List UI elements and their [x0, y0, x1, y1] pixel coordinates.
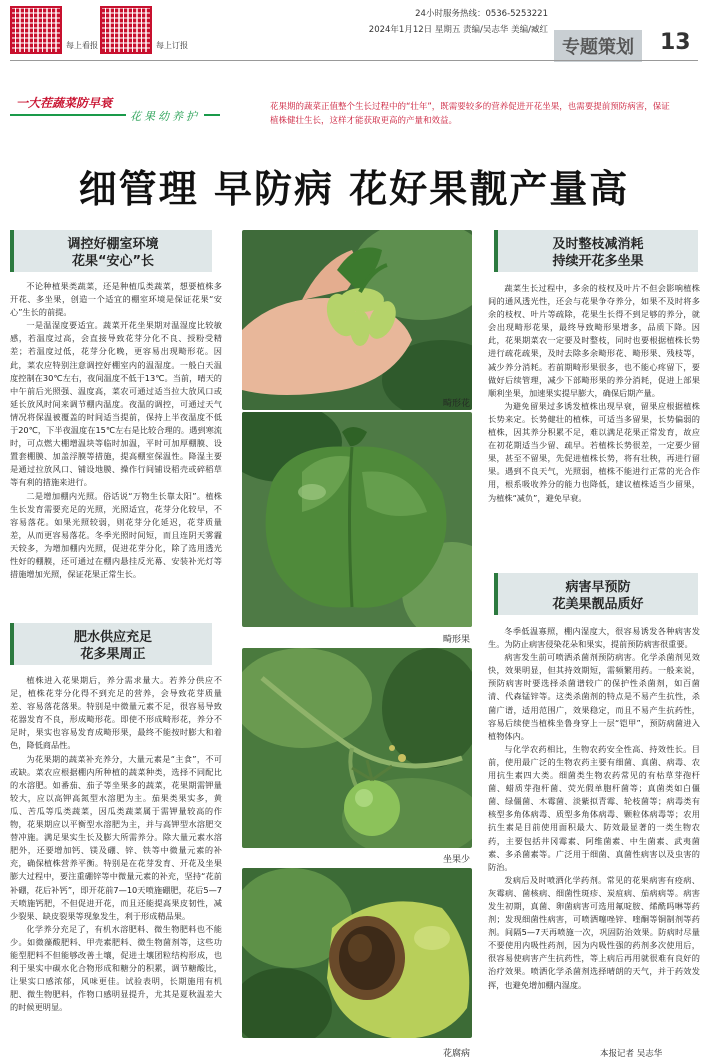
caption-deformed-flower: 畸形花 [442, 399, 470, 409]
subtitle-disease-line1: 病害早预防 [565, 580, 631, 595]
subtitle-pruning [494, 230, 698, 272]
series-subtitle: 花果幼养护 [126, 108, 204, 124]
qr-label-read: 每上看报 [66, 41, 98, 50]
paragraph: 与化学农药相比，生物农药安全性高、持效性长。目前，使用最广泛的生物农药主要有细菌、真菌、病毒、农用抗生素四大类。细菌类生物农药常见的有枯草芽孢杆菌、蜡质芽孢杆菌、荧光假单胞杆菌等；真菌类如白僵菌、绿僵菌、木霉菌、淡紫拟青霉、轮枝菌等；病毒类有核型多角体病毒、质型多角体病毒、颗粒体病毒等；农用抗生素是目前使用面积最大、防效最显著的一类生物农药，主要包括井冈霉素、阿维菌素、中生菌素、武夷菌素、多杀菌素等。广泛用于细菌、真菌性病害以及虫害的防治。 [488, 743, 700, 872]
paragraph: 冬季低温寡照，棚内湿度大，很容易诱发各种病害发生。为防止病害侵染花朵和果实，提前预防病害很重要。 [488, 626, 700, 650]
byline: 本报记者 吴志华 [600, 1049, 663, 1059]
series-banner [10, 86, 260, 130]
subtitle-fertilizer-line2: 花多果周正 [80, 647, 146, 662]
article-disease [488, 625, 700, 1045]
qr-code-read [10, 6, 62, 54]
caption-low-fruit-set: 坐果少 [442, 855, 470, 865]
paragraph: 为避免留果过多诱发植株出现早衰，留果应根据植株长势来定。长势健壮的植株，可适当多留果，长势偏弱的植株，因其养分积累不足，难以满足花果正常发育，故应在初花期适当少留、疏早。若植株长势很差，一定要少留果，甚至不留果，先促进植株长势，将有壮秧，再进行留果。遇到不良天气，光照弱，植株不能进行正常的光合作用，根系吸收养分的能力也降低，建议植株适当少留果，为植株“减负”，避免早衰。 [488, 400, 700, 503]
subtitle-environment-line1: 调控好棚室环境 [67, 237, 159, 252]
caption-blossom-rot: 花腐病 [442, 1049, 470, 1059]
photo-deformed-fruit [242, 412, 472, 627]
hotline: 24小时服务热线：0536-5253221 [415, 9, 548, 19]
paragraph: 植株进入花果期后，养分需求量大。若养分供应不足，植株花芽分化得不到充足的营养，会导致花芽质量差、容易落花落果。特别是中微量元素不足，很容易导致花器发育不良，形成畸形花。即使不形成畸形花，养分不足时，果实也容易发育成畸形果，最终不能按时膨大和着色，降低商品性。 [10, 675, 222, 751]
paragraph: 化学养分充足了，有机水溶肥料、微生物肥料也不能少。如微藻酸肥料、甲壳素肥料、微生物菌剂等，这些功能型肥料不但能够改善土壤，促进土壤团粒结构形成，也利于果实中碳水化合物形成和糖分的积累，调节糖酸比，让果实口感浓郁，风味更佳。试验表明，长期施用有机肥、微生物肥料，作物口感明显提升，尤其是夏秋温差大的时候更明显。 [10, 923, 222, 1013]
subtitle-disease-line2: 花美果靓品质好 [552, 597, 644, 612]
page-headline: 细管理 早防病 花好果靓产量高 [78, 167, 630, 211]
qr-label-subscribe: 每上订报 [156, 41, 188, 50]
qr-code-subscribe [100, 6, 152, 54]
article-environment [10, 280, 222, 615]
paragraph: 为花果期的蔬菜补充养分，大量元素是“主食”，不可或缺。菜农应根据棚内所种植的蔬菜种类，选择不同配比的水溶肥。如番茄、茄子等坐果多的蔬菜，花果期需钾量较大，应以高钾高氮型水溶肥为主。茄果类果实多，黄瓜、苦瓜等瓜类蔬菜，因瓜类蔬菜属于需钾量较高的作物，花果期应以平衡型水溶肥为主，并与高钾型水溶肥交替冲施。满足果实生长及膨大所需养分。除大量元素水溶肥外，还要增加钙、镁及硼、锌、铁等中微量元素的补充，确保植株营养平衡。特别是在花芽发育、开花及坐果膨大过程中，要注重硼锌等中微量元素的补充，坚持“花前补硼，花后补钙”，即开花前7—10天喷施硼肥，花后5—7天喷施钙肥，不但促进开花，而且还能提高果皮韧性，减少裂果、缺皮裂果等现象发生，利于形成精品果。 [10, 753, 222, 921]
article-pruning [488, 282, 700, 567]
paragraph: 二是增加棚内光照。俗话说“万物生长靠太阳”。植株生长发育需要充足的光照，光照适宜，花芽分化较早，不容易落花。如果光照较弱，则花芽分化延迟，花芽质量差，从而更容易落花。冬季光照时间短，而且连阴天雾霾天较多，为增加棚内光照，促进花芽分化，除了选用透光性好的棚膜，还可通过在棚内悬挂反光幕、安装补光灯等措施增加光照，保证花果正常生长。 [10, 490, 222, 580]
paragraph: 蔬菜生长过程中，多余的枝杈及叶片不但会影响植株间的通风透光性，还会与花果争夺养分，如果不及时将多余的枝杈、叶片等疏除，花果生长得不到足够的养分，就会出现畸形花果，最终导致畸形果增多，品质下降。因此，花果期菜农一定要及时整枝，同时也要根据植株长势进行疏花疏果，及时去除多余畸形花、畸形果、残枝等，减少养分消耗。若前期畸形果很多，也不能心疼留下，要做好后续管理，减少下部畸形果的养分消耗，促进上部果顺利坐果，加速果实提早膨大，确保后期产量。 [488, 283, 700, 398]
photo-blossom-rot [242, 868, 472, 1038]
subtitle-environment [10, 230, 212, 272]
masthead-divider [10, 60, 698, 61]
date-line: 2024年1月12日 星期五 责编/吴志华 美编/臧红 [368, 25, 548, 35]
subtitle-pruning-line1: 及时整枝减消耗 [552, 237, 644, 252]
photo-low-fruit-set [242, 648, 472, 848]
subtitle-fertilizer [10, 623, 212, 665]
paragraph: 发病后及时喷洒化学药剂。常见的花果病害有疫病、灰霉病、菌核病、细菌性斑疹、炭疽病、茄病病等。病害发生初期，真菌、卵菌病害可选用氟啶胺、烯酰吗啉等药剂；发现细菌性病害，可喷洒噻唑锌、喹酮等铜制剂等药剂。间隔5—7天再喷施一次，巩固防治效果。防病时尽量不要使用内吸性药剂，因为内吸性强的药剂多次使用后，很容易使病害产生抗药性，等上病后再用就很难有良好的治疗效果。喷洒化学杀菌剂选择晴朗的天气，并于药效发挥，也避免增加棚内湿度。 [488, 874, 700, 990]
intro-text: 花果期的蔬菜正值整个生长过程中的“壮年”，既需要较多的营养促进开花坐果，也需要提前预防病害，保证植株健壮生长，这样才能获取更高的产量和效益。 [270, 102, 670, 126]
photo-deformed-flower [242, 230, 472, 410]
subtitle-environment-line2: 花果“安心”长 [71, 254, 155, 269]
paragraph: 不论种植果类蔬菜，还是种植瓜类蔬菜，想要植株多开花、多坐果，创造一个适宜的棚室环境是保证花果“安心”生长的前提。 [10, 281, 222, 318]
article-fertilizer [10, 674, 222, 1056]
subtitle-disease [494, 573, 698, 615]
caption-deformed-fruit: 畸形果 [442, 635, 470, 645]
subtitle-pruning-line2: 持续开花多坐果 [552, 254, 644, 269]
paragraph: 病害发生前可喷洒杀菌剂预防病害。化学杀菌剂见效快，效果明显，但其持效期短，需频繁用药。一般来说，预防病害时要选择杀菌谱较广的保护性杀菌剂，如百菌清、代森锰锌等。这类杀菌剂的特点是不易产生抗性，杀菌广谱，适用范围广，效果稳定，而且不易产生抗药性，容易后续使当植株坐鲁身穿上一层“铠甲”，预防病菌进入植物体内。 [488, 652, 700, 741]
page-number: 13 [660, 30, 691, 55]
paragraph: 一是温湿度要适宜。蔬菜开花坐果期对温湿度比较敏感，若温度过高，会直接导致花芽分化不良、授粉受精差；若温度过低，花芽分化晚，更容易出现畸形花。因此，菜农应特别注意调控好棚室内的温湿度。一般白天温度控制在30℃左右，夜间温度不低于13℃。当前，晴天的中午前后光照强、温度高，菜农可通过适当拉大放风口或延长放风时间来调节棚内温度。夜温的调控，可通过天气情况将保温被覆盖的时间适当提前，保持上半夜温度不低于20℃，下半夜温度在15℃左右是比较合理的。遇到寒流时，可点燃大棚增温块等临时加温，平时可加厚棚膜、设置套棚膜、加盖浮膜等措施，提高棚室保温性。降湿主要是通过拉放风口、铺设地膜、操作行间铺设稻壳或碎稻草等有利的措施来进行。 [10, 320, 222, 488]
series-title: 一大茬蔬菜防早衰 [16, 96, 113, 110]
subtitle-fertilizer-line1: 肥水供应充足 [73, 630, 152, 645]
section-label: 专题策划 [554, 30, 642, 62]
